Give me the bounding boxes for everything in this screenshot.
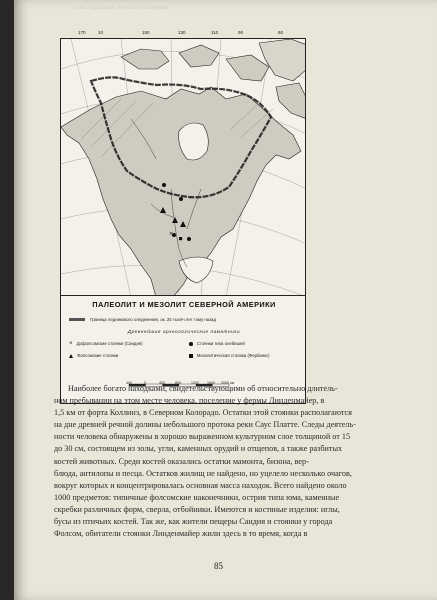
text-line: Фолсом, обитатели стоянки Линденмайер жили здесь в то время, когда в xyxy=(54,529,308,539)
map-svg xyxy=(61,39,306,296)
longitude-labels xyxy=(78,30,308,38)
lon-label: 60 xyxy=(278,30,284,35)
text-line: вокруг которых и концентрировалась основная масса находок. Всего найдено около xyxy=(54,480,347,490)
legend-title: ПАЛЕОЛИТ И МЕЗОЛИТ СЕВЕРНОЙ АМЕРИКИ xyxy=(92,300,276,309)
lon-label: 110 xyxy=(211,30,219,35)
glacier-line-icon xyxy=(69,318,85,321)
text-line: бусы из птичьих костей. Так же, как жители пещеры Сандия и стоянки у города xyxy=(54,517,333,527)
text-line: 1,5 км от форта Коллинз, в Северном Колорадо. Остатки этой стоянки располагаются xyxy=(54,408,352,418)
text-line: костей животных. Среди костей оказались остатки мамонта, бизона, вер- xyxy=(54,456,309,466)
legend-subtitle: Древнейшие археологические памятники xyxy=(127,329,241,334)
legend-item-label: Мезолитическая стоянка (Фербанкс) xyxy=(196,353,270,358)
text-line: ности человека обнаружены в хорошо выраженном культурном слое толщиной от 15 xyxy=(54,432,351,442)
text-line: 1000 предметов: типичные фолсомские наконечники, острия типа юма, каменные xyxy=(54,492,340,502)
triangle-icon xyxy=(69,354,73,358)
book-page xyxy=(14,0,437,600)
legend-item-fairbanks xyxy=(189,353,270,358)
text-line: скребки различных форм, сверла, отбойники. Имеются и костяные изделия: иглы, xyxy=(54,504,340,514)
page-number: 85 xyxy=(214,561,223,571)
legend-item-label: Фолсомские стоянки xyxy=(77,353,119,358)
scale-label: 400 xyxy=(159,381,165,385)
legend-glacier-label: Граница ледникового оледенения, ок. 25 тысяч лет тому назад xyxy=(90,317,216,322)
square-icon xyxy=(189,354,193,358)
lon-label: 90 xyxy=(238,30,244,35)
legend-item-label: Дофолсомские стоянки (Сандия) xyxy=(76,341,143,346)
scale-label: 1200 xyxy=(191,381,199,385)
text-line: на дне древней речной долины небольшого протока реки Саус Платте. Следы деятель- xyxy=(54,420,356,430)
lon-label: 130 xyxy=(178,30,186,35)
legend-item-sandia xyxy=(69,341,143,347)
legend-item-folsom xyxy=(69,353,118,358)
lon-label: 10 xyxy=(98,30,104,35)
scale-label: 2000 км xyxy=(221,381,235,385)
legend-item-label: Стоянки типа олебишей xyxy=(196,341,245,346)
map-figure xyxy=(60,30,306,404)
cross-icon: × xyxy=(69,341,73,347)
dot-icon xyxy=(189,342,193,346)
scale-label: 400 xyxy=(126,381,132,385)
legend-glacier-row xyxy=(69,317,216,322)
text-line: Наиболее богато находками, свидетельствующими об относительно длитель- xyxy=(68,384,338,393)
text-line: до 30 см, состоящем из золы, угли, каменных орудий и отщепов, а также разбитых xyxy=(54,444,343,454)
body-text xyxy=(54,383,414,540)
lon-label: 150 xyxy=(142,30,150,35)
north-america-map xyxy=(60,38,306,296)
lon-label: 170 xyxy=(78,30,86,35)
legend-item-olebish xyxy=(189,341,245,346)
text-line: ном пребывании на этом месте человека, поселение у фермы Линденмайер, в xyxy=(54,396,325,406)
scale-label: 0 xyxy=(144,381,146,385)
scale-label: 800 xyxy=(175,381,181,385)
svg-text:×: × xyxy=(169,231,174,237)
text-line: блюда, антилопы и песца. Остатков жилищ не найдено, но уцелело несколько очагов, xyxy=(54,468,352,478)
scale-label: 1600 xyxy=(207,381,215,385)
bleed-through-text: гром гармадане мезолита северный xyxy=(74,6,169,11)
